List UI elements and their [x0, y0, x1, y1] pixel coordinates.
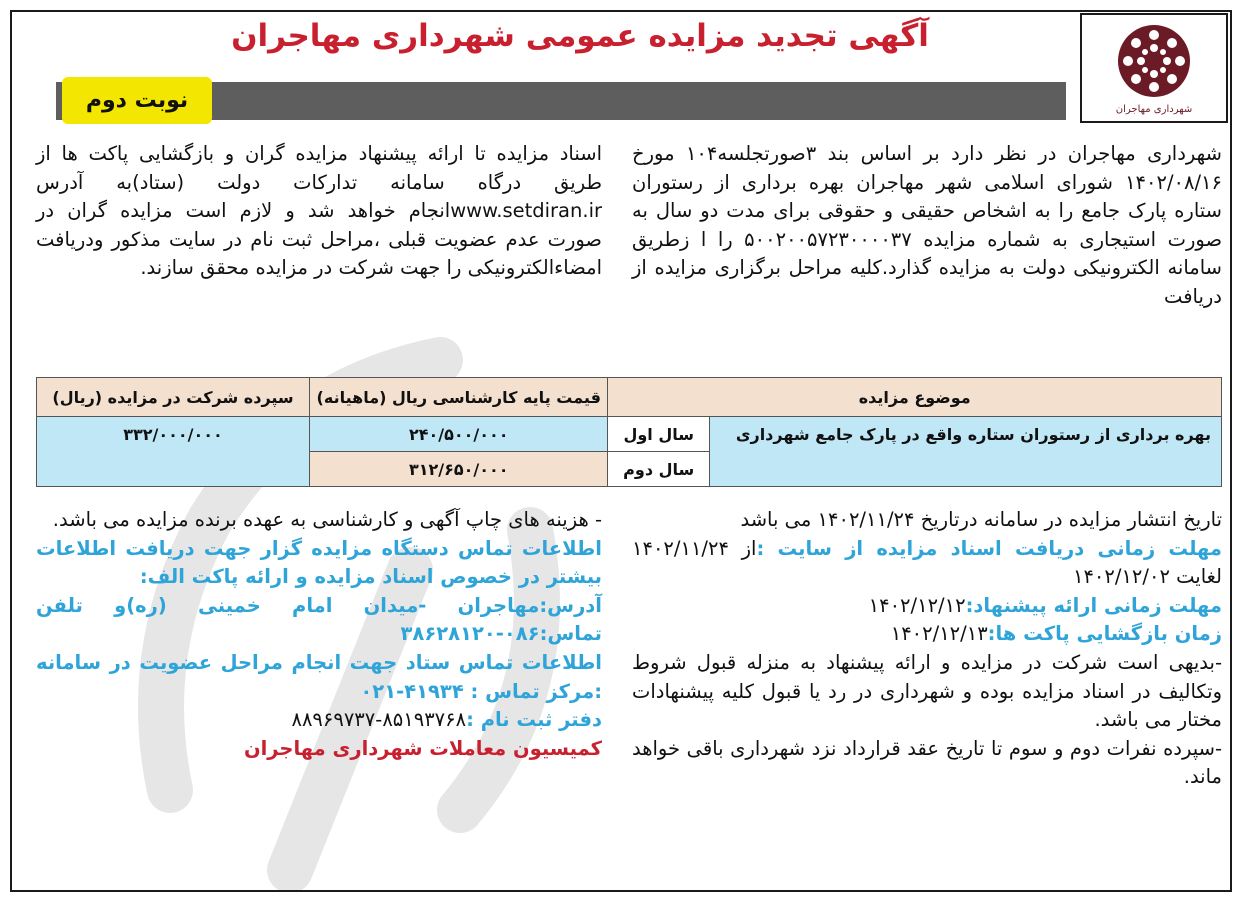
costs-note: - هزینه های چاپ آگهی و کارشناسی به عهده برنده مزایده می باشد.: [52, 508, 602, 531]
doc-deadline: [632, 535, 1222, 592]
registry: [36, 706, 602, 735]
header-deposit: سپرده شرکت در مزایده (ریال): [37, 378, 310, 417]
intro-left-text: [36, 140, 602, 283]
offer-deadline-label: مهلت زمانی ارائه پیشنهاد:: [965, 593, 1222, 617]
page-title: آگهی تجدید مزایده عمومی شهرداری مهاجران: [231, 18, 929, 54]
intro-right-text: شهرداری مهاجران در نظر دارد بر اساس بند ۳صورتجلسه۱۰۴ مورخ ۱۴۰۲/۰۸/۱۶ شورای اسلامی شهر مهاجران بهره برداری از رستوران ستاره پارک جامع را به اشخاص حقیقی و حقوقی برای مدت دو سال به صورت استیجاری به شماره مزایده ۵۰۰۲۰۰۵۷۲۳۰۰۰۰۳۷ را ا زطریق سامانه الکترونیکی دولت به مزایده گذارد.کلیه مراحل برگزاری مزایده از دریافت: [632, 142, 1223, 308]
publish-date: تاریخ انتشار مزایده در سامانه درتاریخ ۱۴۰۲/۱۱/۲۴ می باشد: [740, 508, 1222, 531]
opening-label: زمان بازگشایی پاکت ها:: [987, 622, 1222, 646]
opening-value: ۱۴۰۲/۱۲/۱۳: [890, 622, 988, 646]
price-cell: ۲۴۰/۵۰۰/۰۰۰: [310, 417, 608, 452]
note-acceptance: -بدیهی است شرکت در مزایده و ارائه پیشنهاد به منزله قبول شروط وتکالیف در اسناد مزایده بوده و شهرداری در رد یا قبول کلیه پیشنهادات مختار می باشد.: [632, 650, 1222, 732]
table-row: [37, 417, 1222, 452]
opening-time: [632, 620, 1222, 649]
offer-deadline: [632, 592, 1222, 621]
setad-info: اطلاعات تماس ستاد جهت انجام مراحل عضویت در سامانه :مرکز تماس : ۴۱۹۳۴-۰۲۱: [36, 650, 602, 703]
signature: کمیسیون معاملات شهرداری مهاجران: [243, 736, 602, 760]
offer-deadline-value: ۱۴۰۲/۱۲/۱۲: [868, 593, 966, 617]
municipality-logo: [1080, 13, 1228, 123]
doc-deadline-value: از ۱۴۰۲/۱۱/۲۴ لغایت ۱۴۰۲/۱۲/۰۲: [632, 536, 1222, 589]
registry-label: دفتر ثبت نام :: [466, 708, 602, 732]
auction-table: [36, 377, 1222, 487]
header-price: قیمت پایه کارشناسی ریال (ماهیانه): [310, 378, 608, 417]
schedule: [632, 506, 1222, 792]
intro-left-after: انجام خواهد شد و لازم است مزایده گران در صورت عدم عضویت قبلی ،مراحل ثبت نام در سایت مذکور ودریافت امضاءالکترونیکی را جهت شرکت در مزایده محقق سازند.: [36, 199, 602, 280]
header-subject: موضوع مزایده: [608, 378, 1222, 417]
year-cell: سال اول: [608, 417, 710, 452]
price-cell: ۳۱۲/۶۵۰/۰۰۰: [310, 452, 608, 487]
intro-left: [36, 140, 602, 283]
address: آدرس:مهاجران -میدان امام خمینی (ره)و تلفن تماس:۰۸۶-۳۸۶۲۸۱۲۰: [36, 593, 602, 646]
year-cell: سال دوم: [608, 452, 710, 487]
table-header-row: [37, 378, 1222, 417]
logo-caption: شهرداری مهاجران: [1115, 104, 1193, 115]
doc-deadline-label: مهلت زمانی دریافت اسناد مزایده از سایت :: [756, 536, 1222, 560]
round-badge: نوبت دوم: [62, 77, 212, 124]
subject-cell: بهره برداری از رستوران ستاره واقع در پارک جامع شهرداری: [709, 417, 1221, 487]
setdiran-link[interactable]: www.setdiran.ir: [450, 199, 602, 223]
intro-right: [632, 140, 1222, 312]
deposit-cell: ۳۳۲/۰۰۰/۰۰۰: [37, 417, 310, 487]
note-deposit: -سپرده نفرات دوم و سوم تا تاریخ عقد قرارداد نزد شهرداری باقی خواهد ماند.: [632, 736, 1222, 789]
info-heading: اطلاعات تماس دستگاه مزایده گزار جهت دریافت اطلاعات بیشتر در خصوص اسناد مزایده و ارائه پاکت الف:: [36, 536, 602, 589]
registry-value: ۸۵۱۹۳۷۶۸-۸۸۹۶۹۷۳۷: [291, 708, 467, 732]
intro-left-before: اسناد مزایده تا ارائه پیشنهاد مزایده گران و بازگشایی پاکت ها از طریق درگاه سامانه تدارکات دولت (ستاد)به آدرس: [36, 142, 602, 194]
contact: [36, 506, 602, 763]
